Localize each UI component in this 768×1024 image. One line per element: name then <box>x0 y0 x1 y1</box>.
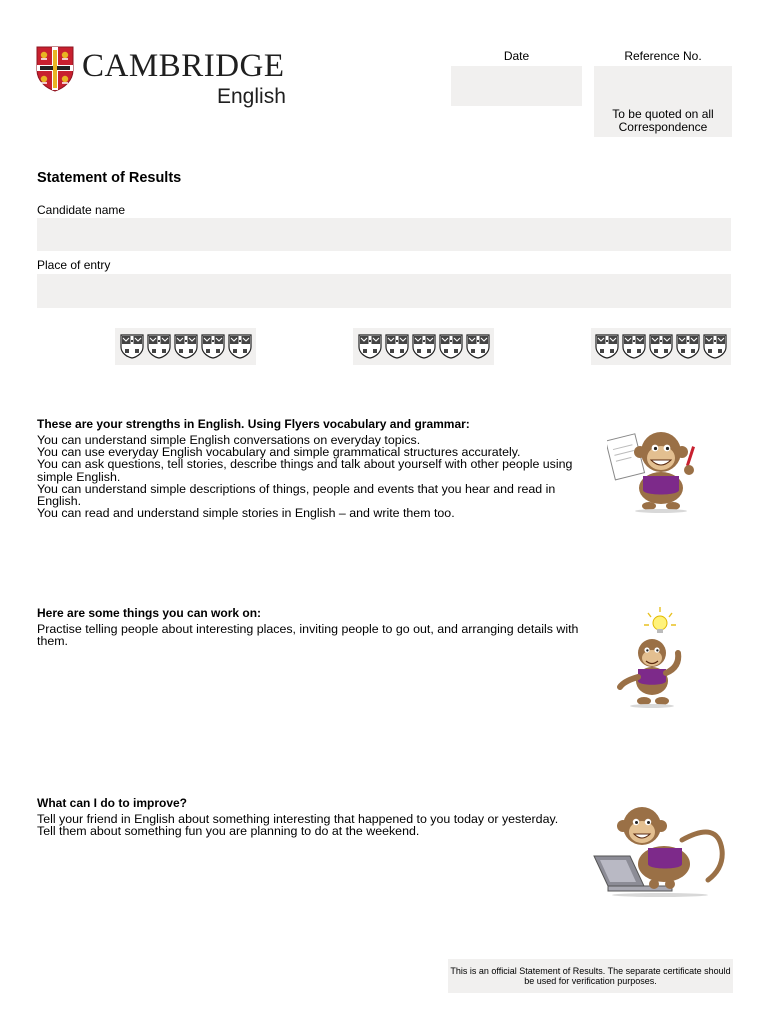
university-shield-icon <box>358 334 382 359</box>
strengths-text <box>37 434 589 519</box>
improve-line: Tell them about something fun you are planning to do at the weekend. <box>37 824 420 839</box>
monkey-lightbulb-icon <box>612 605 696 709</box>
strength-line: You can ask questions, tell stories, describe things and talk about yourself with other people using simple English. <box>37 457 573 484</box>
strength-line: You can understand simple English conversations on everyday topics. <box>37 433 421 447</box>
date-label: Date <box>503 49 530 63</box>
improve-text <box>37 813 589 837</box>
place-of-entry-field <box>37 274 731 308</box>
monkey-writing-icon <box>607 418 711 514</box>
candidate-name-field <box>37 218 731 251</box>
reference-note: To be quoted on all Correspondence <box>612 107 714 134</box>
date-field <box>451 66 582 106</box>
candidate-name-label: Candidate name <box>37 203 126 217</box>
document-title: Statement of Results <box>37 170 182 186</box>
university-shield-icon <box>412 334 436 359</box>
reference-number-field <box>594 66 732 137</box>
university-shield-icon <box>595 334 619 359</box>
university-shield-icon <box>466 334 490 359</box>
university-shield-icon <box>676 334 700 359</box>
university-shield-icon <box>228 334 252 359</box>
brand-subtitle: English <box>217 85 286 108</box>
university-shield-icon <box>439 334 463 359</box>
strength-line: You can use everyday English vocabulary and simple grammatical structures accurately. <box>37 445 521 460</box>
university-shield-icon <box>649 334 673 359</box>
verification-note: This is an official Statement of Results. The separate certificate should be used for verification purposes. <box>448 959 733 993</box>
strengths-heading: These are your strengths in English. Using Flyers vocabulary and grammar: <box>37 417 470 431</box>
place-of-entry-label: Place of entry <box>37 258 111 272</box>
university-shield-icon <box>201 334 225 359</box>
university-shield-icon <box>120 334 144 359</box>
work-on-heading: Here are some things you can work on: <box>37 606 262 620</box>
improve-heading: What can I do to improve? <box>37 796 188 810</box>
shield-score-group <box>591 328 731 365</box>
cambridge-english-logo <box>36 46 298 112</box>
work-on-text <box>37 623 589 647</box>
shield-score-group <box>115 328 256 365</box>
strength-line: You can read and understand simple stories in English – and write them too. <box>37 506 455 521</box>
university-shield-icon <box>174 334 198 359</box>
university-shield-icon <box>147 334 171 359</box>
brand-name: CAMBRIDGE <box>82 48 285 84</box>
monkey-laptop-icon <box>590 800 726 898</box>
improve-line: Tell your friend in English about something interesting that happened to you today or yesterday. <box>37 812 559 826</box>
strength-line: You can understand simple descriptions of things, people and events that you hear and read in English. <box>37 481 556 509</box>
work-on-line: Practise telling people about interesting places, inviting people to go out, and arranging details with them. <box>37 622 579 649</box>
university-shield-icon <box>703 334 727 359</box>
university-shield-icon <box>622 334 646 359</box>
reference-number-label: Reference No. <box>624 49 702 63</box>
shield-score-group <box>353 328 494 365</box>
cambridge-shield-icon <box>36 46 74 92</box>
university-shield-icon <box>385 334 409 359</box>
